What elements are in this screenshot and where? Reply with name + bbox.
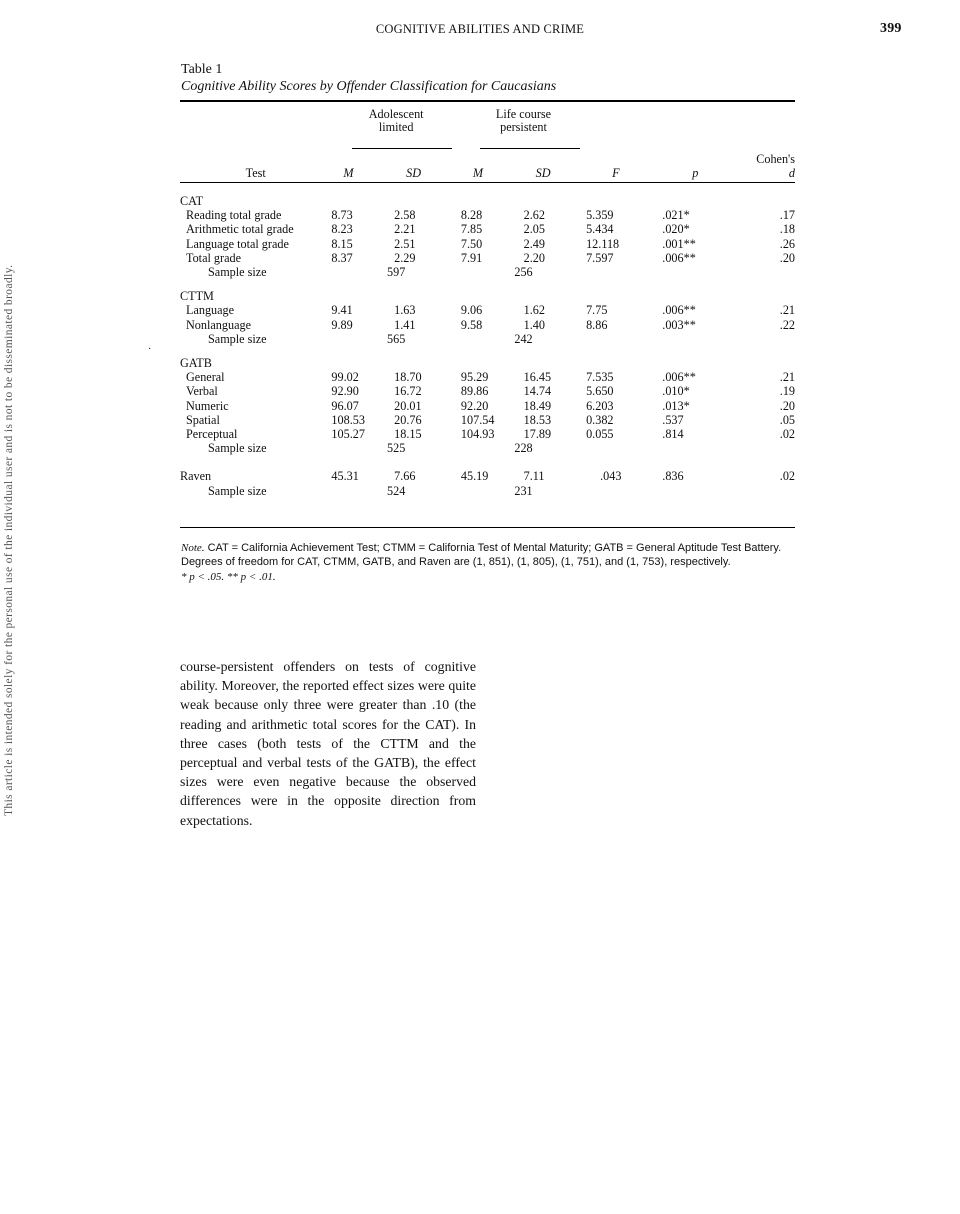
significance-line: * p < .05. ** p < .01. (181, 571, 276, 583)
sample-size-row: Sample size 525 228 (208, 441, 533, 456)
col-p: p (692, 165, 699, 180)
group-adolescent-limited: Adolescent limited (368, 107, 424, 134)
stray-dot: · (148, 344, 152, 355)
table-row: Language total grade 8.15 2.51 7.50 2.49 12.118 .001** .26 (186, 236, 795, 251)
table-bottom-rule (180, 527, 795, 528)
table-top-rule (180, 100, 795, 102)
data-table (180, 106, 795, 498)
running-title: COGNITIVE ABILITIES AND CRIME (375, 22, 585, 36)
table-row: Nonlanguage 9.89 1.41 9.58 1.40 8.86 .003** .22 (186, 317, 795, 332)
body-paragraph: course-persistent offenders on tests of cognitive ability. Moreover, the reported effect sizes were quite weak because only three were greater than .10 (the reading and arithmetic total scores for the CAT). In three cases (both tests of the CTTM and the perceptual and verbal tests of the GATB), the effect sizes were even negative because the observed differences were in the opposite direction from expectations. (180, 659, 476, 828)
sample-size-row: Sample size 524 231 (208, 483, 533, 498)
table-row: Verbal 92.90 16.72 89.86 14.74 5.650 .010* .19 (186, 384, 795, 399)
table-label: Table 1 (181, 62, 223, 77)
section-row: GATB (180, 356, 212, 371)
page-number: 399 (880, 21, 902, 36)
section-row: CTTM (180, 289, 214, 304)
group-header-row (180, 106, 795, 134)
col-cohens-d: Cohen's d (756, 152, 795, 180)
table-row: Raven 45.31 7.66 45.19 7.11 .043 .836 .02 (180, 469, 795, 484)
table-row: Spatial 108.53 20.76 107.54 18.53 0.382 .537 .05 (186, 412, 795, 427)
column-header-row (180, 134, 795, 186)
col-m-adolescent: M (343, 165, 354, 180)
table-row: General 99.02 18.70 95.29 16.45 7.535 .006** .21 (186, 370, 795, 385)
col-m-lifecourse: M (472, 165, 484, 180)
table-row: Reading total grade 8.73 2.58 8.28 2.62 5.359 .021* .17 (186, 208, 795, 223)
table-row: Numeric 96.07 20.01 92.20 18.49 6.203 .013* .20 (186, 398, 795, 413)
note-text: CAT = California Achievement Test; CTMM = California Test of Mental Maturity; GATB = General Aptitude Test Battery. Degrees of freedom for CAT, CTMM, GATB, and Raven are (1, 851), (1, 805), (1, 751), and (1, 753), respectively. (181, 542, 782, 568)
sample-size-row: Sample size 565 242 (208, 331, 533, 346)
group-life-course-persistent: Life course persistent (495, 107, 552, 134)
col-sd-lifecourse: SD (535, 165, 551, 180)
table-row: Language 9.41 1.63 9.06 1.62 7.75 .006** .21 (186, 303, 795, 318)
note-label: Note. (181, 542, 205, 554)
table-row: Arithmetic total grade 8.23 2.21 7.85 2.05 5.434 .020* .18 (186, 222, 795, 237)
side-watermark: This article is intended solely for the personal use of the individual user and is not to be disseminated broadly. (3, 264, 15, 816)
col-sd-adolescent: SD (406, 165, 422, 180)
table-row: Perceptual 105.27 18.15 104.93 17.89 0.055 .814 .02 (186, 427, 795, 442)
table-caption: Cognitive Ability Scores by Offender Classification for Caucasians (181, 79, 557, 94)
col-test: Test (245, 165, 266, 180)
col-f: F (612, 165, 620, 180)
sample-size-row: Sample size 597 256 (208, 265, 533, 280)
table-row: Total grade 8.37 2.29 7.91 2.20 7.597 .006** .20 (186, 250, 795, 265)
table-note (181, 541, 801, 584)
section-row: CAT (180, 194, 204, 208)
